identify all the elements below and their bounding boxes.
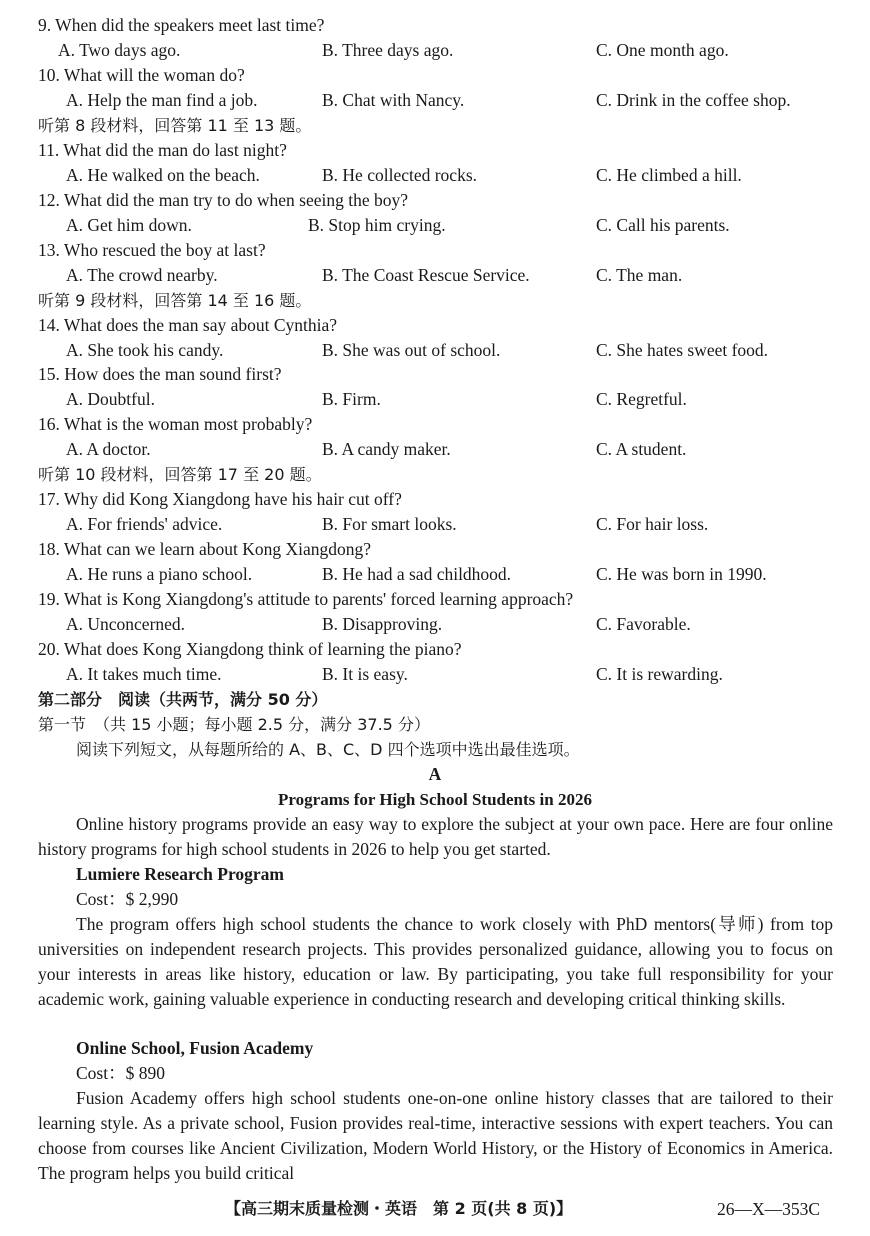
- footer-code: 26—X—353C: [717, 1199, 821, 1219]
- listening-header-10: 听第 10 段材料，回答第 17 至 20 题。: [38, 465, 322, 484]
- program1-name: Lumiere Research Program: [76, 864, 285, 884]
- option-b: B. Chat with Nancy.: [322, 90, 465, 110]
- program2-cost: Cost：$ 890: [76, 1063, 165, 1083]
- option-a: A. For friends' advice.: [66, 514, 223, 534]
- passage-title: Programs for High School Students in 2026: [278, 790, 592, 809]
- question-17-options: [38, 512, 838, 537]
- option-a: A. It takes much time.: [66, 664, 222, 684]
- question-14: 14. What does the man say about Cynthia?: [38, 315, 338, 335]
- option-b: B. Firm.: [322, 389, 381, 409]
- option-a: A. Unconcerned.: [66, 614, 186, 634]
- question-12-options: [38, 213, 838, 238]
- option-c: C. Regretful.: [596, 389, 687, 409]
- question-12: 12. What did the man try to do when seeing the boy?: [38, 190, 409, 210]
- option-b: B. A candy maker.: [322, 439, 451, 459]
- option-c: C. A student.: [596, 439, 687, 459]
- question-9-options: [38, 38, 838, 63]
- program2-text: Fusion Academy offers high school students one-on-one online history classes that are tailored to their learning style. As a private school, Fusion provides real-time, interactive sessions with expert teachers. You can choose from courses like Ancient Civilization, Modern World History, or the History of Economics in America. The program helps you build critical: [38, 1088, 833, 1183]
- option-a: A. Two days ago.: [58, 40, 181, 60]
- option-b: B. For smart looks.: [322, 514, 457, 534]
- option-b: B. He collected rocks.: [322, 165, 478, 185]
- option-a: A. Help the man find a job.: [66, 90, 258, 110]
- option-b: B. It is easy.: [322, 664, 408, 684]
- question-10: 10. What will the woman do?: [38, 65, 245, 85]
- question-19-options: [38, 612, 838, 637]
- option-b: B. She was out of school.: [322, 340, 501, 360]
- option-b: B. He had a sad childhood.: [322, 564, 512, 584]
- question-11-options: [38, 163, 838, 188]
- option-a: A. He walked on the beach.: [66, 165, 260, 185]
- question-10-options: [38, 88, 838, 113]
- option-c: C. He climbed a hill.: [596, 165, 742, 185]
- option-c: C. She hates sweet food.: [596, 340, 769, 360]
- option-c: C. One month ago.: [596, 40, 729, 60]
- question-16: 16. What is the woman most probably?: [38, 414, 313, 434]
- option-c: C. Drink in the coffee shop.: [596, 90, 791, 110]
- question-15-options: [38, 387, 838, 412]
- option-c: C. For hair loss.: [596, 514, 709, 534]
- listening-header-8: 听第 8 段材料，回答第 11 至 13 题。: [38, 116, 312, 135]
- question-19: 19. What is Kong Xiangdong's attitude to parents' forced learning approach?: [38, 589, 574, 609]
- program2-name: Online School, Fusion Academy: [76, 1038, 314, 1058]
- question-13-options: [38, 263, 838, 288]
- question-17: 17. Why did Kong Xiangdong have his hair cut off?: [38, 489, 402, 509]
- option-c: C. Favorable.: [596, 614, 691, 634]
- option-a: A. She took his candy.: [66, 340, 224, 360]
- option-c: C. The man.: [596, 265, 683, 285]
- passage-letter: A: [428, 764, 442, 784]
- part2-title: 第二部分 阅读（共两节，满分 50 分）: [38, 690, 328, 709]
- option-c: C. He was born in 1990.: [596, 564, 767, 584]
- part2-section1: 第一节 （共 15 小题；每小题 2.5 分，满分 37.5 分）: [38, 715, 430, 734]
- option-b: B. Three days ago.: [322, 40, 454, 60]
- option-a: A. He runs a piano school.: [66, 564, 253, 584]
- program1-text: The program offers high school students the chance to work closely with PhD mentors(导师) from top universities on independent research projects. This provides personalized guidance, allowing you to focus on your interests in areas like history, education or law. By participating, you take full responsibility for your academic work, gaining valuable experience in conducting research and developing critical thinking skills.: [38, 914, 833, 1009]
- option-c: C. Call his parents.: [596, 215, 730, 235]
- footer-label: 【高三期末质量检测・英语 第 2 页(共 8 页)】: [225, 1199, 573, 1218]
- option-a: A. A doctor.: [66, 439, 151, 459]
- question-18-options: [38, 562, 838, 587]
- option-c: C. It is rewarding.: [596, 664, 723, 684]
- option-b: B. The Coast Rescue Service.: [322, 265, 530, 285]
- part2-instruction: 阅读下列短文，从每题所给的 A、B、C、D 四个选项中选出最佳选项。: [76, 740, 580, 759]
- question-20: 20. What does Kong Xiangdong think of learning the piano?: [38, 639, 462, 659]
- question-20-options: [38, 662, 838, 687]
- question-9: 9. When did the speakers meet last time?: [38, 15, 325, 35]
- option-b: B. Disapproving.: [322, 614, 443, 634]
- question-16-options: [38, 437, 838, 462]
- passage-intro: Online history programs provide an easy way to explore the subject at your own pace. Here are four online history programs for high school students in 2026 to help you get started.: [38, 814, 833, 859]
- option-a: A. Get him down.: [66, 215, 192, 235]
- question-18: 18. What can we learn about Kong Xiangdong?: [38, 539, 372, 559]
- option-a: A. The crowd nearby.: [66, 265, 218, 285]
- question-11: 11. What did the man do last night?: [38, 140, 287, 160]
- question-15: 15. How does the man sound first?: [38, 364, 282, 384]
- program1-cost: Cost：$ 2,990: [76, 889, 179, 909]
- option-b: B. Stop him crying.: [308, 215, 446, 235]
- listening-header-9: 听第 9 段材料，回答第 14 至 16 题。: [38, 291, 312, 310]
- question-14-options: [38, 338, 838, 363]
- question-13: 13. Who rescued the boy at last?: [38, 240, 266, 260]
- option-a: A. Doubtful.: [66, 389, 155, 409]
